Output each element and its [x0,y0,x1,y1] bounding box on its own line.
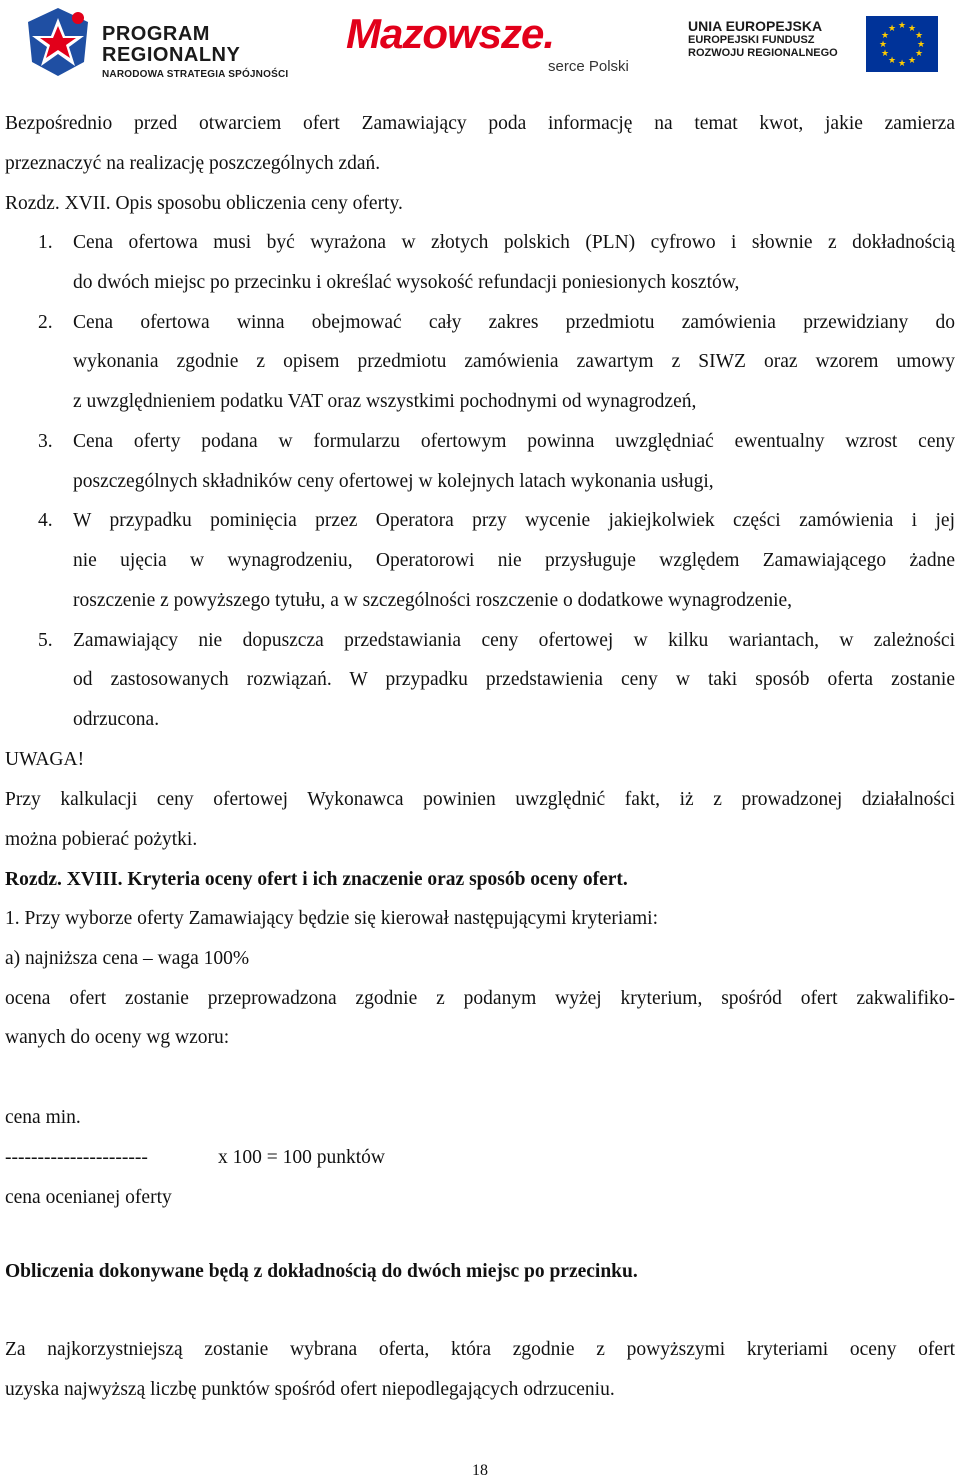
item-17-5-line-3: odrzucona. [73,709,160,730]
page-number: 18 [472,1462,488,1479]
page-header [0,0,960,84]
uwaga-line-1: Przy kalkulacji ceny ofertowej Wykonawca powinien uwzględnić fakt, iż z prowadzonej działalności [5,789,955,810]
formula-numerator: cena min. [5,1107,81,1128]
item-17-2-line-3: z uwzględnieniem podatku VAT oraz wszystkimi pochodnymi od wynagrodzeń, [73,391,697,412]
uwaga-heading: UWAGA! [5,749,85,770]
intro-line-2: przeznaczyć na realizację poszczególnych zdań. [5,153,381,174]
svg-text:★: ★ [880,31,890,41]
svg-text:★: ★ [916,40,926,50]
item-17-1-line-1: Cena ofertowa musi być wyrażona w złotych polskich (PLN) cyfrowo i słownie z dokładnością [73,232,955,253]
svg-text:★: ★ [880,49,890,59]
svg-text:★: ★ [887,24,897,34]
formula-fraction-line: ---------------------- [5,1147,148,1168]
program-regionalny-text [102,24,288,82]
mazowsze-logo [346,10,646,80]
criteria-description-line-2: wanych do oceny wg wzoru: [5,1027,230,1048]
eu-logo-text [688,18,838,60]
formula-result: x 100 = 100 punktów [218,1147,385,1168]
item-17-4-line-2: nie ujęcia w wynagrodzeniu, Operatorowi nie przysługuje względem Zamawiającego żadne [73,550,955,571]
criteria-description-line-1: ocena ofert zostanie przeprowadzona zgodnie z podanym wyżej kryterium, spośród ofert zakwalifiko- [5,988,955,1009]
program-regionalny-logo [18,4,308,80]
intro-line-1: Bezpośrednio przed otwarciem ofert Zamawiający poda informację na temat kwot, jakie zamierza [5,113,955,134]
svg-text:★: ★ [887,56,897,66]
formula-denominator: cena ocenianej oferty [5,1187,172,1208]
eu-logo-line3: ROZWOJU REGIONALNEGO [688,47,838,59]
final-line-1: Za najkorzystniejszą zostanie wybrana oferta, która zgodnie z powyższymi kryteriami oceny ofert [5,1339,955,1360]
program-logo-line2: REGIONALNY [102,44,241,66]
item-17-2-line-2: wykonania zgodnie z opisem przedmiotu zamówienia zawartym z SIWZ oraz wzorem umowy [73,351,955,372]
mazowsze-logo-name: Mazowsze. [346,10,555,57]
final-line-2: uzyska najwyższą liczbę punktów spośród ofert niepodlegających odrzuceniu. [5,1379,615,1400]
criteria-intro: 1. Przy wyborze oferty Zamawiający będzie się kierował następującymi kryteriami: [5,908,658,929]
program-logo-line3: NARODOWA STRATEGIA SPÓJNOŚCI [102,69,289,80]
eu-logo-line2: EUROPEJSKI FUNDUSZ [688,34,815,46]
program-regionalny-star-icon [18,4,96,80]
item-17-1-line-2: do dwóch miejsc po przecinku i określać wysokość refundacji poniesionych kosztów, [73,272,740,293]
svg-text:★: ★ [907,56,917,66]
eu-logo-line1: UNIA EUROPEJSKA [688,18,823,34]
item-17-4-line-1: W przypadku pominięcia przez Operatora przy wycenie jakiejkolwiek części zamówienia i jej [73,510,955,531]
eu-logo [688,16,950,76]
svg-text:★: ★ [897,59,907,69]
item-17-5-line-1: Zamawiający nie dopuszcza przedstawiania ceny ofertowej w kilku wariantach, w zależności [73,630,955,651]
item-17-5-number: 5. [38,630,53,651]
item-17-4-number: 4. [38,510,53,531]
svg-text:★: ★ [914,31,924,41]
item-17-3-line-1: Cena oferty podana w formularzu ofertowym powinna uwzględniać ewentualny wzrost ceny [73,431,955,452]
item-17-4-line-3: roszczenie z powyższego tytułu, a w szczególności roszczenie o dodatkowe wynagrodzenie, [73,590,793,611]
uwaga-line-2: można pobierać pożytki. [5,829,198,850]
item-17-2-number: 2. [38,312,53,333]
calculation-note: Obliczenia dokonywane będą z dokładnością do dwóch miejsc po przecinku. [5,1261,638,1282]
item-17-5-line-2: od zastosowanych rozwiązań. W przypadku przedstawienia ceny w taki sposób oferta zostanie [73,669,955,690]
item-17-3-number: 3. [38,431,53,452]
svg-text:★: ★ [914,49,924,59]
item-17-3-line-2: poszczególnych składników ceny ofertowej w kolejnych latach wykonania usługi, [73,471,714,492]
mazowsze-logo-tagline: serce Polski [548,58,629,75]
criteria-a: a) najniższa cena – waga 100% [5,948,250,969]
item-17-1-number: 1. [38,232,53,253]
section-17-title: Rozdz. XVII. Opis sposobu obliczenia ceny oferty. [5,193,403,214]
section-18-title: Rozdz. XVIII. Kryteria oceny ofert i ich znaczenie oraz sposób oceny ofert. [5,869,628,890]
item-17-2-line-1: Cena ofertowa winna obejmować cały zakres przedmiotu zamówienia przewidziany do [73,312,955,333]
svg-text:★: ★ [878,40,888,50]
eu-flag-icon [866,16,938,72]
svg-text:★: ★ [907,24,917,34]
program-logo-line1: PROGRAM [102,23,210,45]
svg-text:★: ★ [897,21,907,31]
